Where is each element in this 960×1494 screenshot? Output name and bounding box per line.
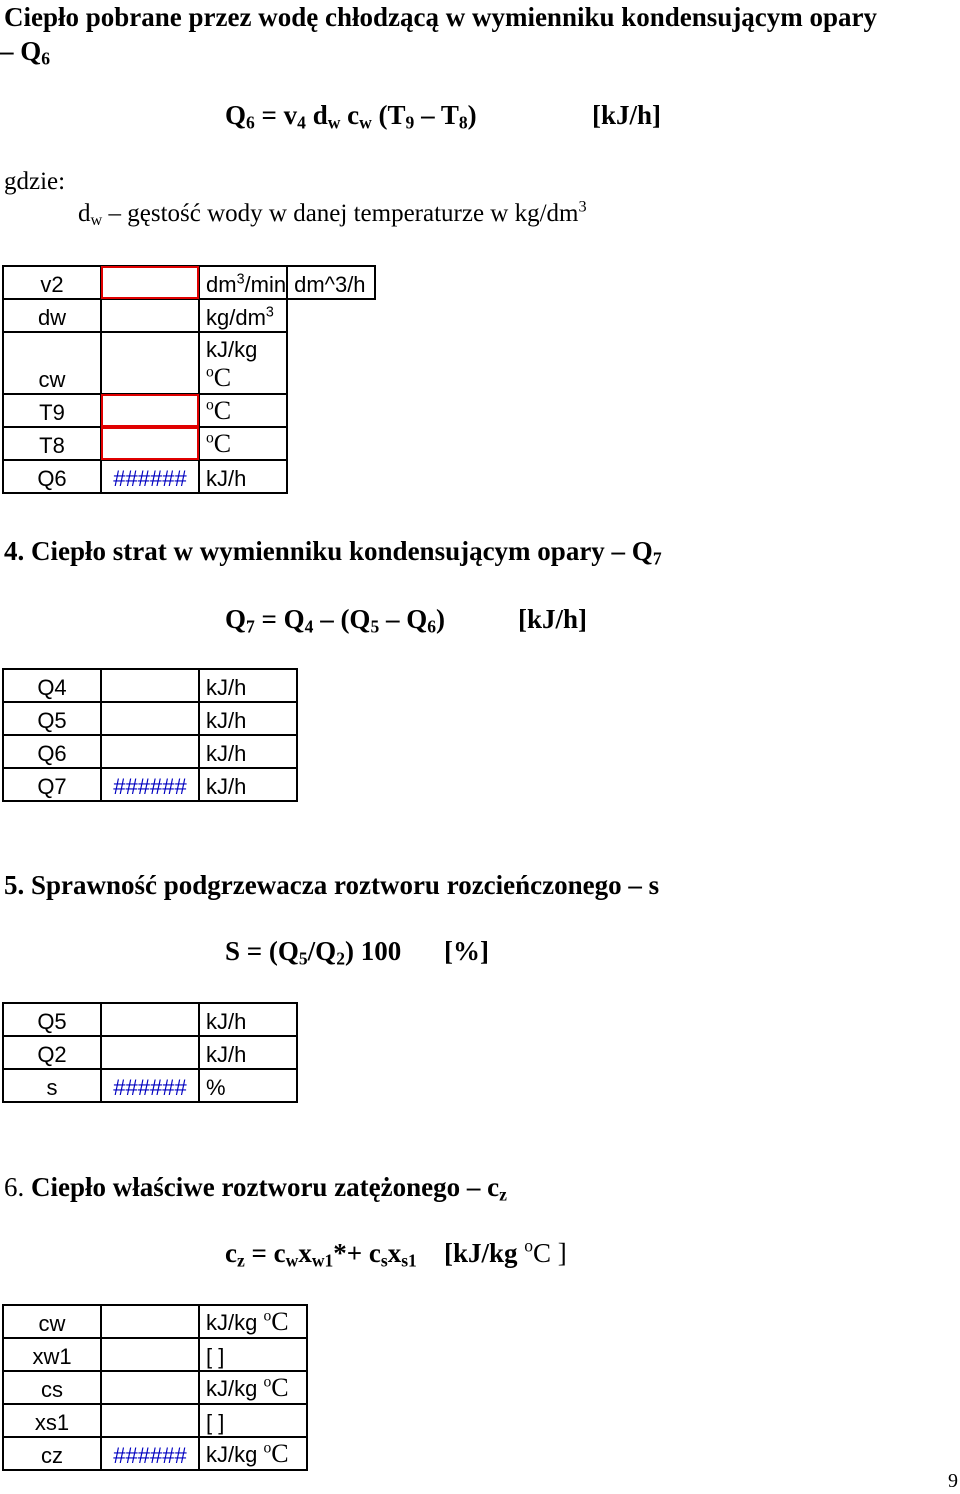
table-row: [3, 1404, 307, 1437]
row-label: dw: [3, 299, 101, 332]
input-cell-cw[interactable]: [101, 332, 199, 394]
table-row: [3, 266, 375, 299]
row-unit: %: [199, 1069, 297, 1102]
table-row: [3, 427, 375, 460]
input-cell-cw[interactable]: [101, 1305, 199, 1338]
section4-heading: 4. Ciepło strat w wymienniku kondensującym opary – $Q_7$: [4, 536, 662, 569]
table-row: [3, 1069, 297, 1102]
table-row: [3, 1437, 307, 1470]
table-row: [3, 768, 297, 801]
table-row: [3, 299, 375, 332]
table-row: [3, 394, 375, 427]
section5-heading: 5. Sprawność podgrzewacza roztworu rozcieńczonego – s: [4, 870, 660, 900]
row-label: Q2: [3, 1036, 101, 1069]
input-cell-q4[interactable]: [101, 669, 199, 702]
section5-formula: $S = (Q_5/Q_2)$ 100: [225, 936, 402, 969]
row-label: Q6: [3, 460, 101, 493]
row-unit: kJ/h: [199, 1036, 297, 1069]
section6-formula-unit: [kJ/kg $^o$C ]: [444, 1235, 567, 1268]
input-cell-xw1[interactable]: [101, 1338, 199, 1371]
row-label: T8: [3, 427, 101, 460]
row-label: v2: [3, 266, 101, 299]
where-definition: $d_w$ – gęstość wody w danej temperaturze w $kg/dm^3$: [78, 197, 587, 230]
section6-table: [2, 1304, 308, 1471]
table-row: [3, 1003, 297, 1036]
table-row: [3, 669, 297, 702]
section4-formula-unit: [kJ/h]: [518, 604, 588, 634]
row-label: Q6: [3, 735, 101, 768]
row-label: Q5: [3, 702, 101, 735]
row-unit: [ ]: [199, 1338, 307, 1371]
input-cell-q5[interactable]: [101, 1003, 199, 1036]
section6-formula: $c_z = c_wx_{w1}*+ c_sx_{s1}$: [225, 1238, 417, 1271]
row-unit: kJ/h: [199, 735, 297, 768]
table-row: [3, 1305, 307, 1338]
row-unit: $^o$C: [199, 427, 287, 460]
table-row: [3, 1338, 307, 1371]
table-row: [3, 702, 297, 735]
row-label: xw1: [3, 1338, 101, 1371]
row-unit: kJ/kg $^o$C: [199, 1371, 307, 1404]
row-extra-unit: dm^3/h: [287, 266, 374, 299]
input-cell-q6[interactable]: [101, 735, 199, 768]
section3-table: [2, 265, 376, 494]
result-cell-q6: ######: [101, 460, 199, 493]
result-cell-s: ######: [101, 1069, 199, 1102]
input-cell-cs[interactable]: [101, 1371, 199, 1404]
row-unit: $kg/dm^3$: [199, 299, 287, 332]
row-unit: kJ/kg $^o$C: [199, 332, 287, 394]
section3-heading-line1: Ciepło pobrane przez wodę chłodzącą w wymienniku kondensującym opary: [4, 2, 878, 32]
row-label: Q5: [3, 1003, 101, 1036]
section3-heading-line2: – $Q_6$: [0, 36, 51, 69]
where-label: gdzie:: [4, 168, 66, 195]
section4-table: [2, 668, 298, 802]
section3-formula-unit: [kJ/h]: [592, 100, 662, 130]
result-cell-q7: ######: [101, 768, 199, 801]
table-row: [3, 460, 375, 493]
table-row: [3, 1371, 307, 1404]
input-cell-q5[interactable]: [101, 702, 199, 735]
page-number: 9: [948, 1470, 958, 1492]
input-cell-dw[interactable]: [101, 299, 199, 332]
table-row: [3, 332, 375, 394]
section3-formula: $Q_6 = v_4$ $d_w$ $c_w$ $(T_9 - T_8)$: [225, 100, 477, 133]
input-cell-t9[interactable]: [101, 394, 199, 427]
input-cell-q2[interactable]: [101, 1036, 199, 1069]
section4-formula: $Q_7 = Q_4 - (Q_5 - Q_6)$: [225, 604, 445, 637]
row-label: Q4: [3, 669, 101, 702]
section5-table: [2, 1002, 298, 1103]
row-label: cw: [3, 1305, 101, 1338]
row-label: s: [3, 1069, 101, 1102]
row-label: xs1: [3, 1404, 101, 1437]
row-unit: [ ]: [199, 1404, 307, 1437]
row-unit: kJ/kg $^o$C: [199, 1305, 307, 1338]
input-cell-v2[interactable]: [101, 266, 199, 299]
row-label: Q7: [3, 768, 101, 801]
row-label: cs: [3, 1371, 101, 1404]
row-label: T9: [3, 394, 101, 427]
row-unit: $^o$C: [199, 394, 287, 427]
section6-heading: 6. Ciepło właściwe roztworu zatężonego – $c_z$: [4, 1172, 507, 1205]
input-cell-t8[interactable]: [101, 427, 199, 460]
row-unit: $dm^3/\min$: [199, 266, 287, 299]
result-cell-cz: ######: [101, 1437, 199, 1470]
row-unit: kJ/h: [199, 768, 297, 801]
row-unit: kJ/h: [199, 669, 297, 702]
row-unit: kJ/kg $^o$C: [199, 1437, 307, 1470]
row-unit: kJ/h: [199, 460, 287, 493]
section5-formula-unit: [%]: [444, 936, 489, 966]
table-row: [3, 735, 297, 768]
row-unit: kJ/h: [199, 702, 297, 735]
input-cell-xs1[interactable]: [101, 1404, 199, 1437]
row-unit: kJ/h: [199, 1003, 297, 1036]
row-label: cw: [3, 332, 101, 394]
row-label: cz: [3, 1437, 101, 1470]
table-row: [3, 1036, 297, 1069]
